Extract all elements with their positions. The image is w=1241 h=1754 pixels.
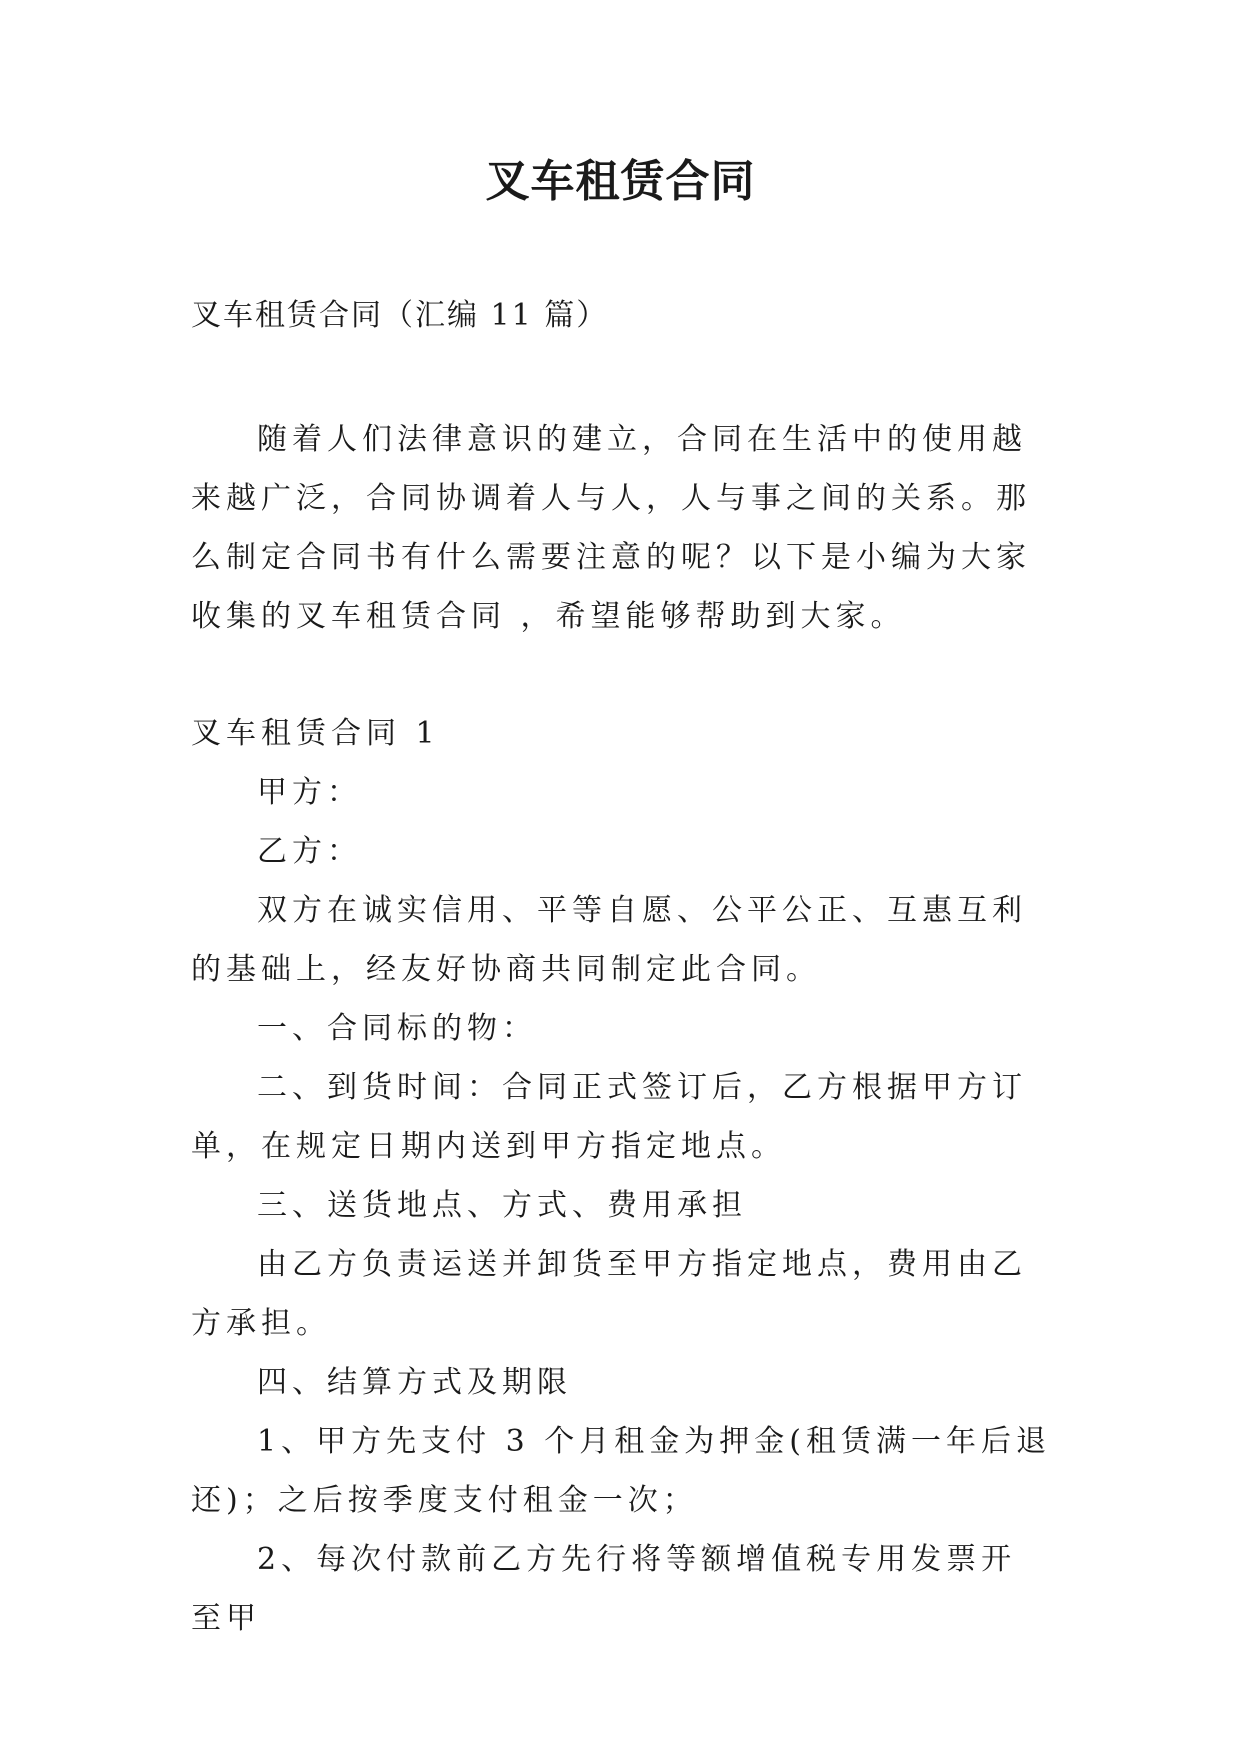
clause-settlement-item-2: 2、每次付款前乙方先行将等额增值税专用发票开至甲 — [191, 1542, 1017, 1636]
clause-settlement-heading: 四、结算方式及期限 — [257, 1365, 572, 1400]
clause-delivery-cost: 由乙方负责运送并卸货至甲方指定地点，费用由乙方承担。 — [191, 1247, 1027, 1341]
document-subtitle: 叉车租赁合同（汇编 11 篇） — [191, 298, 609, 333]
party-b-line: 乙方： — [257, 834, 362, 869]
section-heading: 叉车租赁合同 1 — [191, 716, 440, 751]
clause-delivery-terms: 三、送货地点、方式、费用承担 — [257, 1188, 747, 1223]
agreement-basis-paragraph: 双方在诚实信用、平等自愿、公平公正、互惠互利的基础上，经友好协商共同制定此合同。 — [191, 893, 1027, 987]
clause-subject-matter: 一、合同标的物： — [257, 1011, 537, 1046]
document-body — [191, 410, 1051, 1648]
clause-settlement-item-1: 1、甲方先支付 3 个月租金为押金(租赁满一年后退还)；之后按季度支付租金一次； — [191, 1424, 1051, 1518]
clause-delivery-time: 二、到货时间：合同正式签订后，乙方根据甲方订单，在规定日期内送到甲方指定地点。 — [191, 1070, 1027, 1164]
paragraph-spacer — [191, 646, 1051, 704]
party-a-line: 甲方： — [257, 775, 362, 810]
intro-paragraph: 随着人们法律意识的建立，合同在生活中的使用越来越广泛，合同协调着人与人，人与事之间的关系。那么制定合同书有什么需要注意的呢？以下是小编为大家收集的叉车租赁合同 ，希望能够帮助到大家。 — [191, 422, 1031, 634]
document-title: 叉车租赁合同 — [485, 156, 756, 207]
